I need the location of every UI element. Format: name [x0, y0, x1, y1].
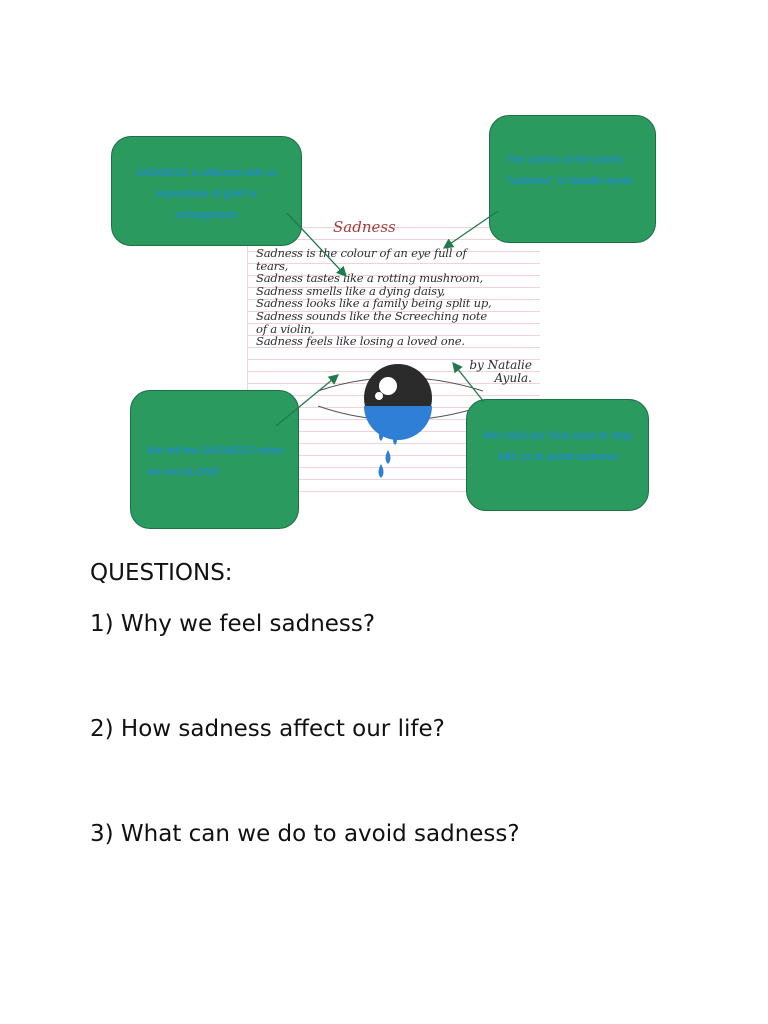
questions-section	[90, 556, 520, 847]
callout-alone-text: We fell the SADNESS when we are ALONE	[147, 445, 284, 478]
question-item: 3) What can we do to avoid sadness?	[90, 821, 520, 847]
poem-line: Sadness feels like losing a loved one.	[256, 334, 465, 349]
poem-line: Sadness smells like a dying daisy,	[256, 283, 446, 298]
signature-line: by Natalie	[469, 358, 532, 372]
signature-line: Ayula.	[494, 371, 532, 385]
question-item: 2) How sadness affect our life?	[90, 716, 445, 742]
questions-heading: QUESTIONS:	[90, 560, 233, 586]
poem-line: Sadness looks like a family being split up,	[256, 296, 492, 311]
arrow-author	[444, 211, 498, 248]
poem-line: Sadness sounds like the Screeching note	[256, 308, 487, 323]
question-item: 1) Why we feel sadness?	[90, 611, 376, 637]
callout-definition-text: SADNESS is affected with or expressive of grief or unhappiness	[135, 167, 278, 221]
poem-line: Sadness tastes like a rotting mushroom,	[256, 271, 483, 286]
arrow-alone	[276, 375, 338, 426]
poem-line: tears,	[256, 258, 289, 273]
poem-line: Sadness is the colour of an eye full of	[256, 246, 467, 260]
arrow-definition	[287, 213, 346, 276]
callout-author-text: The author of the poetry “sadness” is Natalie Ayula	[506, 154, 633, 187]
poem-line: of a violin,	[256, 321, 315, 336]
arrow-loved-ones	[453, 363, 484, 402]
poem-title: Sadness	[333, 218, 396, 236]
callout-loved-ones-text: We need our love ones to stay with us to avoid sadness	[483, 430, 632, 463]
